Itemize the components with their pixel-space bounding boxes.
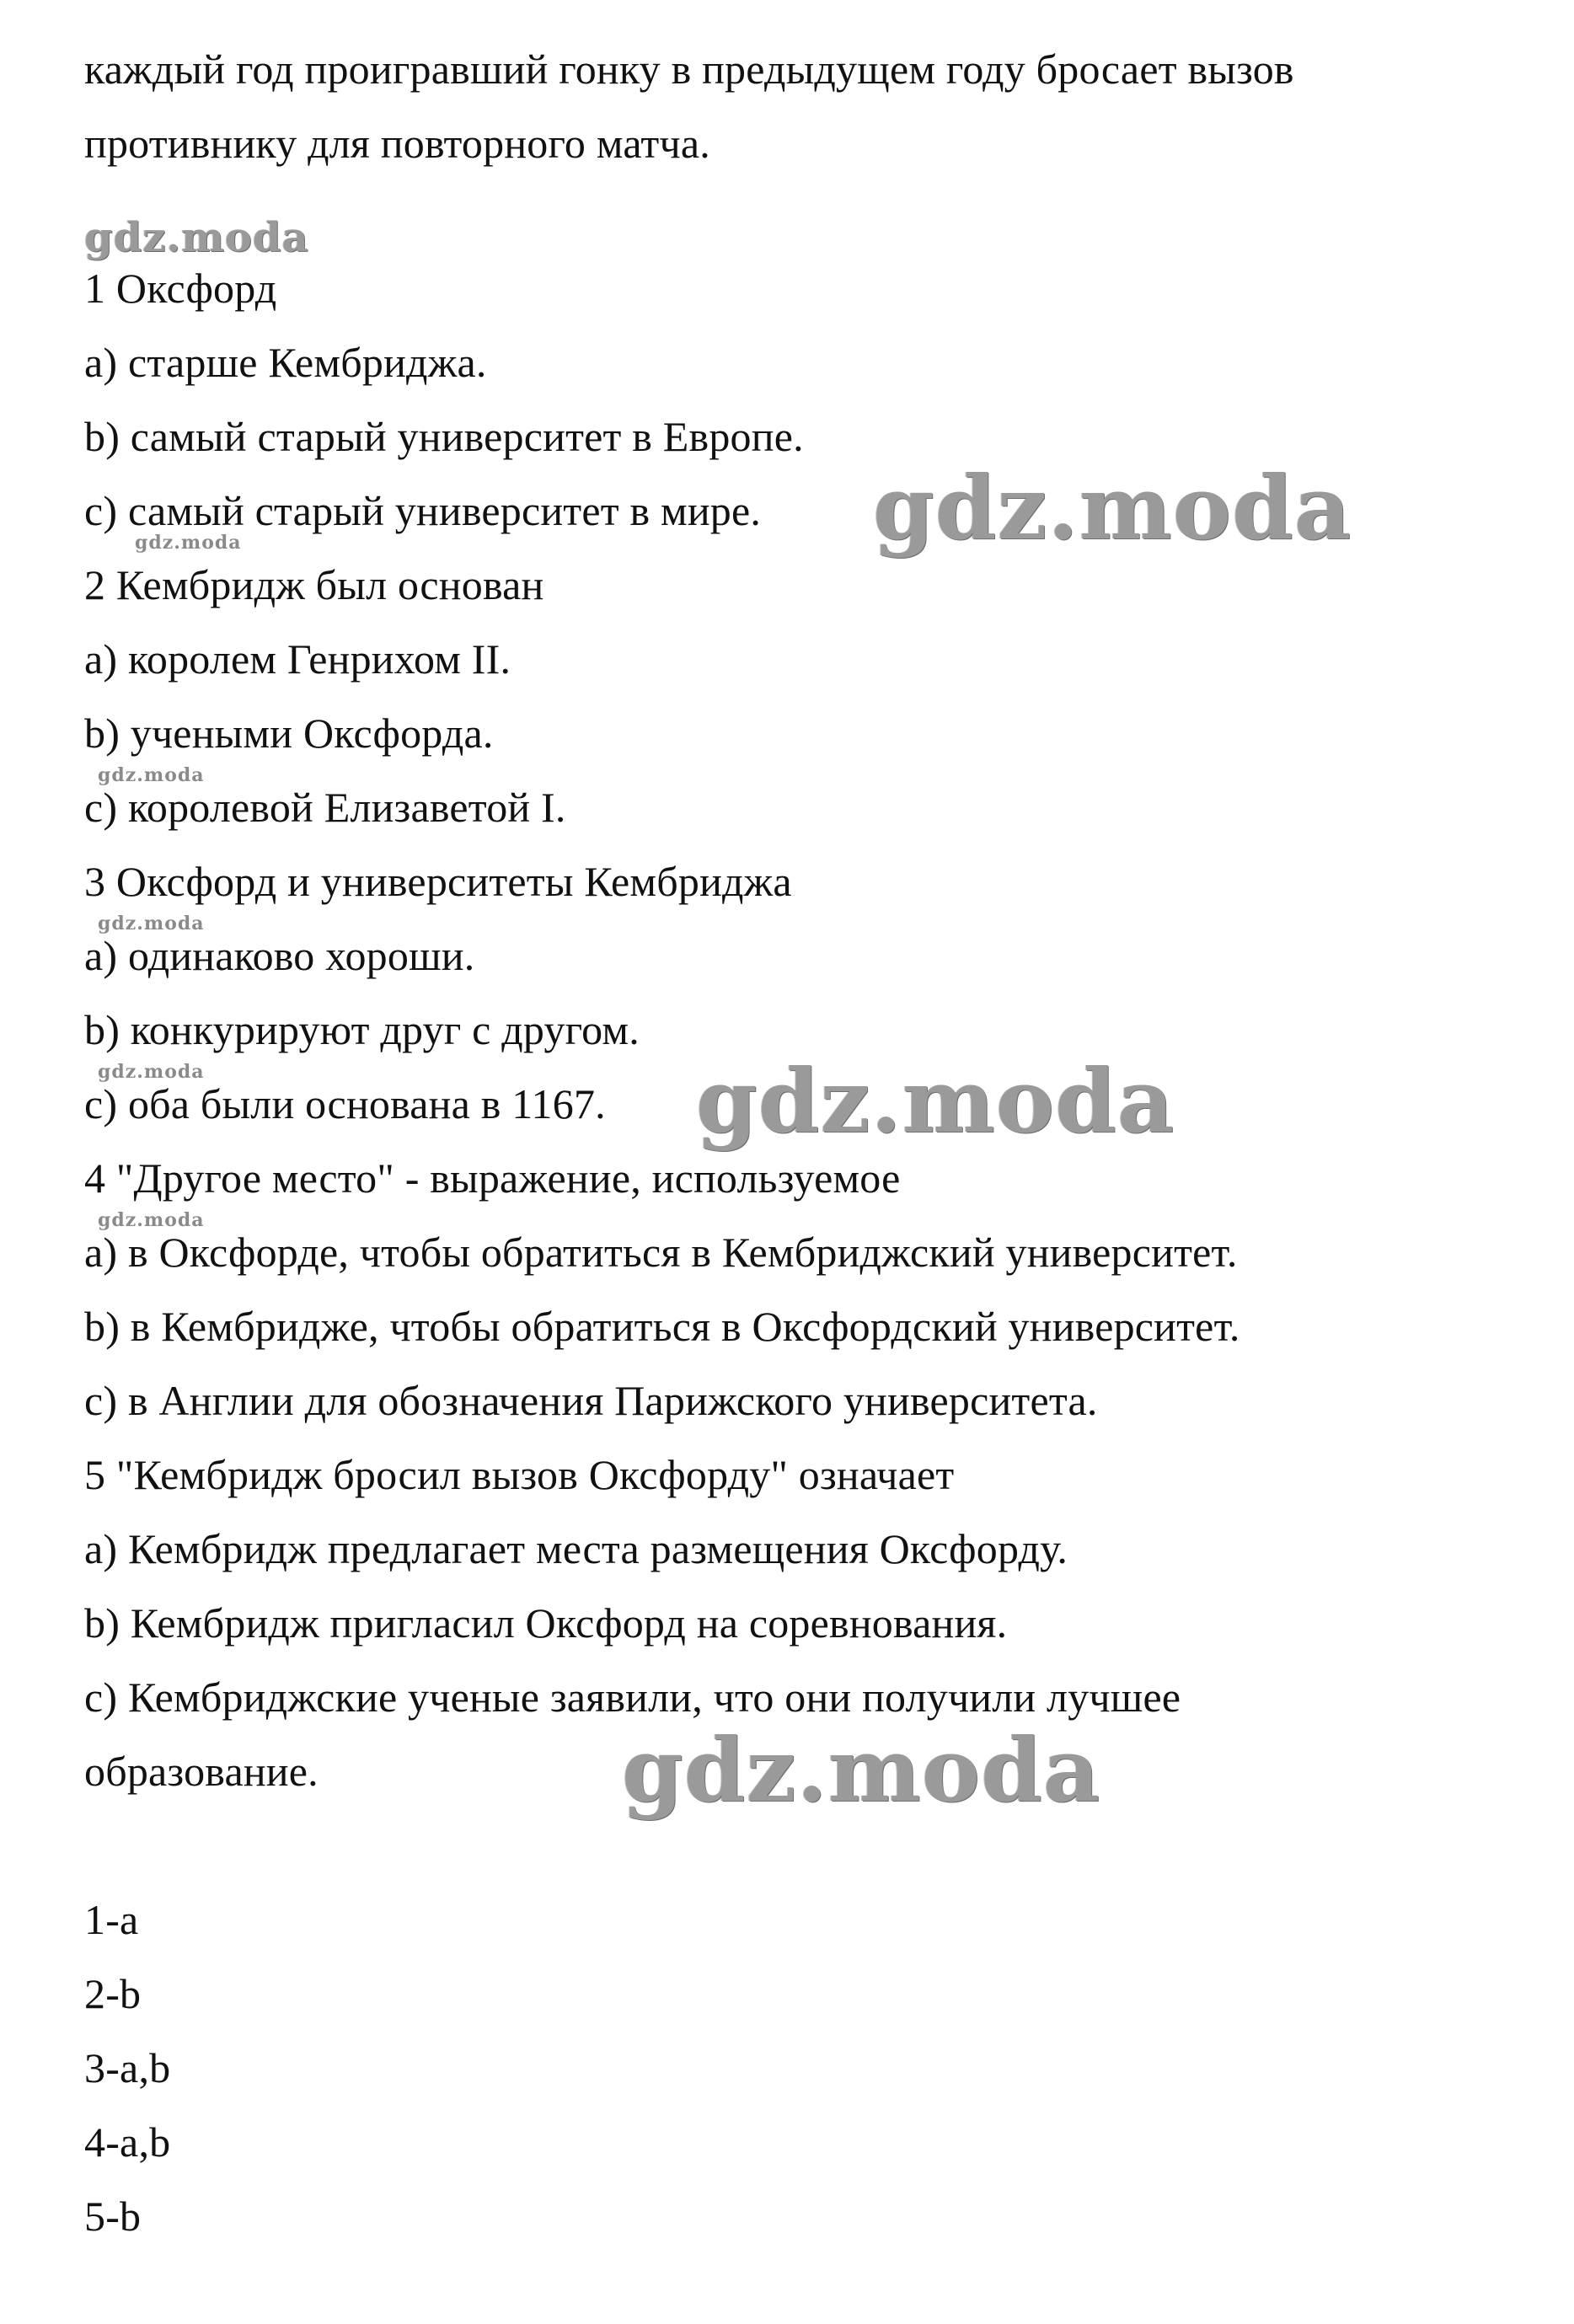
question-1-option-c: c) самый старый университет в мире. — [84, 487, 762, 534]
question-5-option-b: b) Кембридж пригласил Оксфорд на соревнования. — [84, 1599, 1008, 1647]
question-2-option-c: c) королевой Елизаветой I. — [84, 784, 566, 831]
question-1-option-b: b) самый старый университет в Европе. — [84, 413, 804, 460]
intro-line-1: каждый год проигравший гонку в предыдущем году бросает вызов — [84, 46, 1294, 93]
question-4-option-c: c) в Англии для обозначения Парижского университета. — [84, 1377, 1098, 1424]
question-3-option-c: c) оба были основана в 1167. — [84, 1080, 606, 1127]
question-5-option-a: a) Кембридж предлагает места размещения Оксфорду. — [84, 1525, 1068, 1572]
question-1-stem: 1 Оксфорд — [84, 265, 277, 312]
question-5-option-c: c) Кембриджские ученые заявили, что они получили лучшее — [84, 1673, 1181, 1721]
answer-4: 4-a,b — [84, 2118, 171, 2166]
question-2-option-a: a) королем Генрихом II. — [84, 635, 511, 683]
question-3-option-a: a) одинаково хороши. — [84, 932, 475, 979]
question-2-option-b: b) учеными Оксфорда. — [84, 710, 494, 757]
question-3-option-b: b) конкурируют друг с другом. — [84, 1006, 640, 1053]
watermark-small-3: gdz.moda — [98, 913, 205, 934]
watermark-small-4: gdz.moda — [98, 1061, 205, 1083]
question-5-stem: 5 "Кембридж бросил вызов Оксфорду" означает — [84, 1451, 955, 1498]
question-3-stem: 3 Оксфорд и университеты Кембриджа — [84, 858, 792, 905]
answer-3: 3-a,b — [84, 2044, 171, 2091]
answer-2: 2-b — [84, 1970, 142, 2017]
question-5-option-c-continued: образование. — [84, 1748, 319, 1795]
question-1-option-a: a) старше Кембриджа. — [84, 339, 487, 386]
answer-5: 5-b — [84, 2193, 142, 2240]
question-4-stem: 4 "Другое место" - выражение, используемое — [84, 1154, 901, 1202]
watermark-large-1: gdz.moda — [873, 456, 1352, 560]
watermark-small-5: gdz.moda — [98, 1209, 205, 1231]
watermark-top-left: gdz.moda — [84, 214, 309, 261]
question-2-stem: 2 Кембридж был основан — [84, 561, 544, 608]
intro-line-2: противнику для повторного матча. — [84, 120, 710, 167]
question-4-option-a: a) в Оксфорде, чтобы обратиться в Кембриджский университет. — [84, 1229, 1238, 1276]
watermark-small-2: gdz.moda — [98, 764, 205, 786]
watermark-large-2: gdz.moda — [696, 1049, 1175, 1153]
question-4-option-b: b) в Кембридже, чтобы обратиться в Оксфордский университет. — [84, 1303, 1240, 1350]
answer-1: 1-a — [84, 1896, 139, 1943]
watermark-large-3: gdz.moda — [622, 1718, 1101, 1822]
watermark-small-1: gdz.moda — [135, 532, 242, 554]
